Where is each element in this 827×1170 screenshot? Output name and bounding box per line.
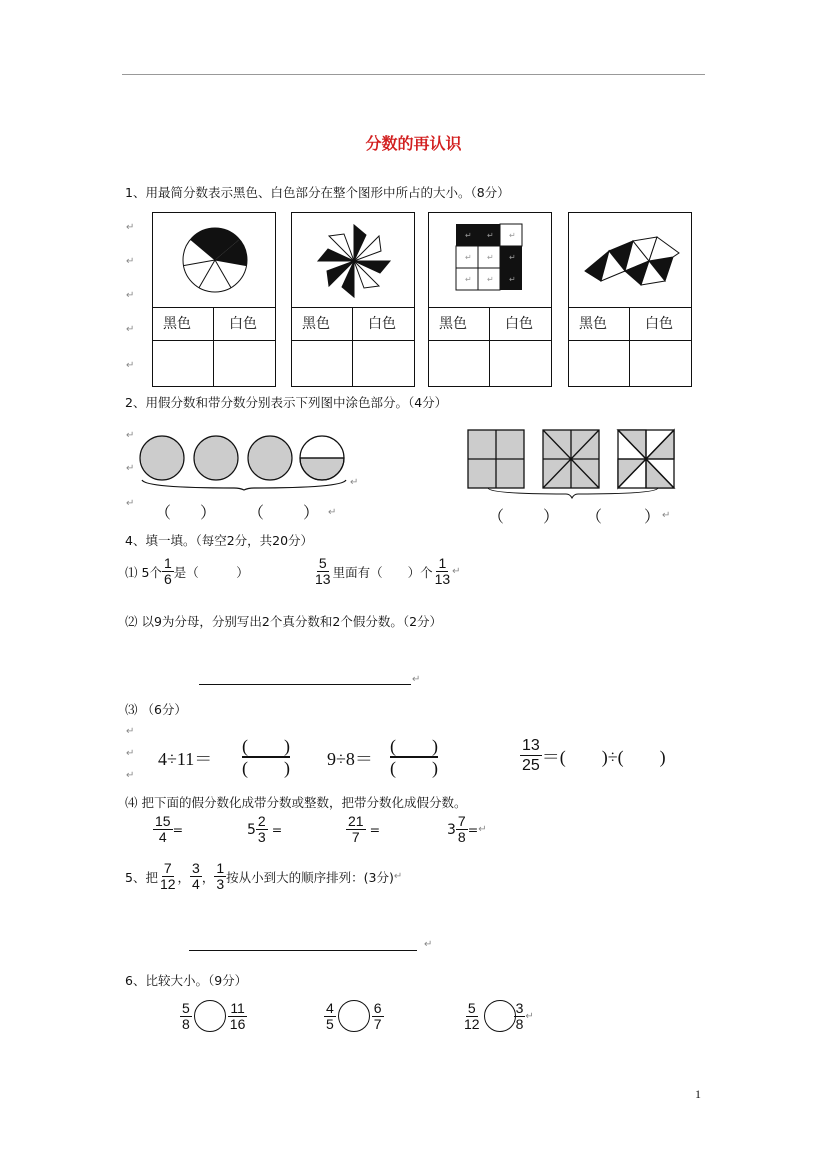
q2-instruction: 2、用假分数和带分数分别表示下列图中涂色部分。（4分）	[125, 395, 448, 410]
return-mark: ↵	[126, 748, 135, 759]
return-mark: ↵	[126, 324, 135, 335]
header-rule	[122, 74, 705, 75]
fraction: 1 6	[163, 555, 172, 587]
white-label: 白色	[229, 316, 257, 332]
white-label: 白色	[368, 316, 396, 332]
return-mark: ↵	[126, 726, 135, 737]
fraction: 5 12	[464, 999, 480, 1032]
fraction: 5 13	[315, 555, 331, 587]
svg-text:↵: ↵	[487, 231, 494, 240]
q1-figure-box-3	[428, 212, 552, 387]
q2-squares-figure	[466, 428, 678, 500]
svg-text:↵: ↵	[487, 253, 494, 262]
convert-item-4: 3 $\frac{7}{8}$ = ↵	[447, 813, 487, 845]
fraction: 13 25	[522, 737, 540, 774]
fraction: 11 16	[229, 999, 246, 1032]
return-mark: ↵	[393, 871, 403, 882]
return-mark: ↵	[662, 510, 671, 521]
return-mark: ↵	[126, 430, 135, 441]
triangle-strip-figure	[583, 235, 681, 291]
return-mark: ↵	[126, 222, 135, 233]
svg-text:↵: ↵	[509, 253, 516, 262]
page-title: 分数的再认识	[365, 134, 462, 153]
page-number: 1	[695, 1087, 701, 1101]
q4-part1	[125, 556, 249, 587]
fraction: 4 5	[326, 999, 334, 1032]
compare-pair-3	[462, 1000, 534, 1032]
return-mark: ↵	[412, 674, 421, 685]
q5-instruction: 5、把 7 12 ， 3 4 ， 1 3 按从小到大的顺序排列：(3分) ↵	[125, 860, 403, 892]
black-label: 黑色	[163, 316, 191, 332]
compare-pair-2	[324, 1000, 384, 1032]
answer-line	[189, 950, 417, 951]
q2-paren-left-1: （	[155, 503, 172, 522]
return-mark: ↵	[452, 566, 461, 577]
q2-paren-right-1: ）	[200, 503, 217, 522]
fraction: 6 7	[373, 999, 382, 1032]
compare-circle[interactable]	[338, 1000, 370, 1032]
fraction: 1 13	[434, 555, 451, 587]
q1-figure-box-1	[152, 212, 276, 387]
svg-text:↵: ↵	[465, 275, 472, 284]
part1-suffix: 是（ ）	[173, 564, 249, 580]
part1-mid: 里面有（ ）个	[332, 564, 433, 580]
q4-part1-b	[313, 556, 461, 587]
return-mark: ↵	[350, 477, 359, 488]
convert-item-3: 21 7 =	[348, 813, 381, 845]
white-label: 白色	[645, 316, 673, 332]
fraction-blank-1[interactable]: ( ) ( )	[242, 736, 290, 778]
fraction-to-division: 13 25 ＝( )÷( )	[522, 737, 666, 774]
part-number: ⑴	[125, 564, 138, 580]
part1-prefix: 5个	[141, 564, 162, 580]
q1-instruction: 1、用最简分数表示黑色、白色部分在整个图形中所占的大小。（8分）	[125, 185, 510, 200]
return-mark: ↵	[126, 498, 135, 509]
q2-paren-right-2: ）	[303, 503, 320, 522]
fraction: 21 7	[348, 813, 364, 845]
pie-figure	[181, 223, 249, 298]
fraction-blank-2[interactable]: ( ) ( )	[390, 736, 438, 778]
q2-paren-left-2: （	[248, 503, 265, 522]
division-expression-1: 4÷11＝	[158, 749, 213, 769]
svg-text:↵: ↵	[465, 253, 472, 262]
return-mark: ↵	[424, 939, 433, 950]
q4-part3-label: ⑶ （6分）	[125, 702, 187, 717]
q2-paren-left-3: （	[488, 507, 505, 526]
grid-figure	[455, 223, 527, 299]
svg-text:↵: ↵	[465, 231, 472, 240]
q6-instruction: 6、比较大小。（9分）	[125, 973, 248, 988]
q4-part2: ⑵ 以9为分母，分别写出2个真分数和2个假分数。（2分）	[125, 614, 443, 629]
q2-paren-right-4: ）	[644, 507, 661, 526]
convert-item-2: 5 2 3 =	[247, 813, 283, 845]
return-mark: ↵	[126, 463, 135, 474]
convert-item-1: $\frac{15}{4}$ =	[155, 813, 184, 845]
return-mark: ↵	[126, 256, 135, 267]
svg-text:↵: ↵	[509, 231, 516, 240]
black-label: 黑色	[579, 316, 607, 332]
fraction: 7 12	[159, 860, 176, 892]
return-mark: ↵	[126, 360, 135, 371]
q4-instruction: 4、填一填。（每空2分，共20分）	[125, 533, 314, 548]
fraction: 5 8	[182, 999, 190, 1032]
return-mark: ↵	[478, 824, 487, 835]
fraction: $\frac{7}{8}$	[457, 813, 466, 845]
return-mark: ↵	[525, 1010, 534, 1022]
division-expression-2: 9÷8＝	[327, 749, 373, 769]
q2-circles-figure	[136, 428, 359, 492]
compare-circle[interactable]	[194, 1000, 226, 1032]
q1-figure-box-4	[568, 212, 692, 387]
fraction: $\frac{15}{4}$	[155, 813, 171, 845]
white-label: 白色	[505, 316, 533, 332]
compare-pair-1	[180, 1000, 247, 1032]
fraction: 3 4	[192, 860, 200, 892]
pinwheel-figure	[316, 221, 392, 301]
q4-part4: ⑷ 把下面的假分数化成带分数或整数，把带分数化成假分数。	[125, 795, 467, 810]
fraction: 2 3	[257, 813, 266, 845]
svg-text:↵: ↵	[509, 275, 516, 284]
fraction: 1 3	[216, 860, 225, 892]
black-label: 黑色	[302, 316, 330, 332]
return-mark: ↵	[126, 770, 135, 781]
fraction: 3 8	[515, 999, 524, 1032]
black-label: 黑色	[439, 316, 467, 332]
return-mark: ↵	[126, 290, 135, 301]
compare-circle[interactable]	[484, 1000, 516, 1032]
q2-paren-right-3: ）	[543, 507, 560, 526]
answer-line	[199, 684, 411, 685]
q2-paren-left-4: （	[586, 507, 603, 526]
q1-figure-box-2	[291, 212, 415, 387]
return-mark: ↵	[328, 507, 337, 518]
svg-text:↵: ↵	[487, 275, 494, 284]
